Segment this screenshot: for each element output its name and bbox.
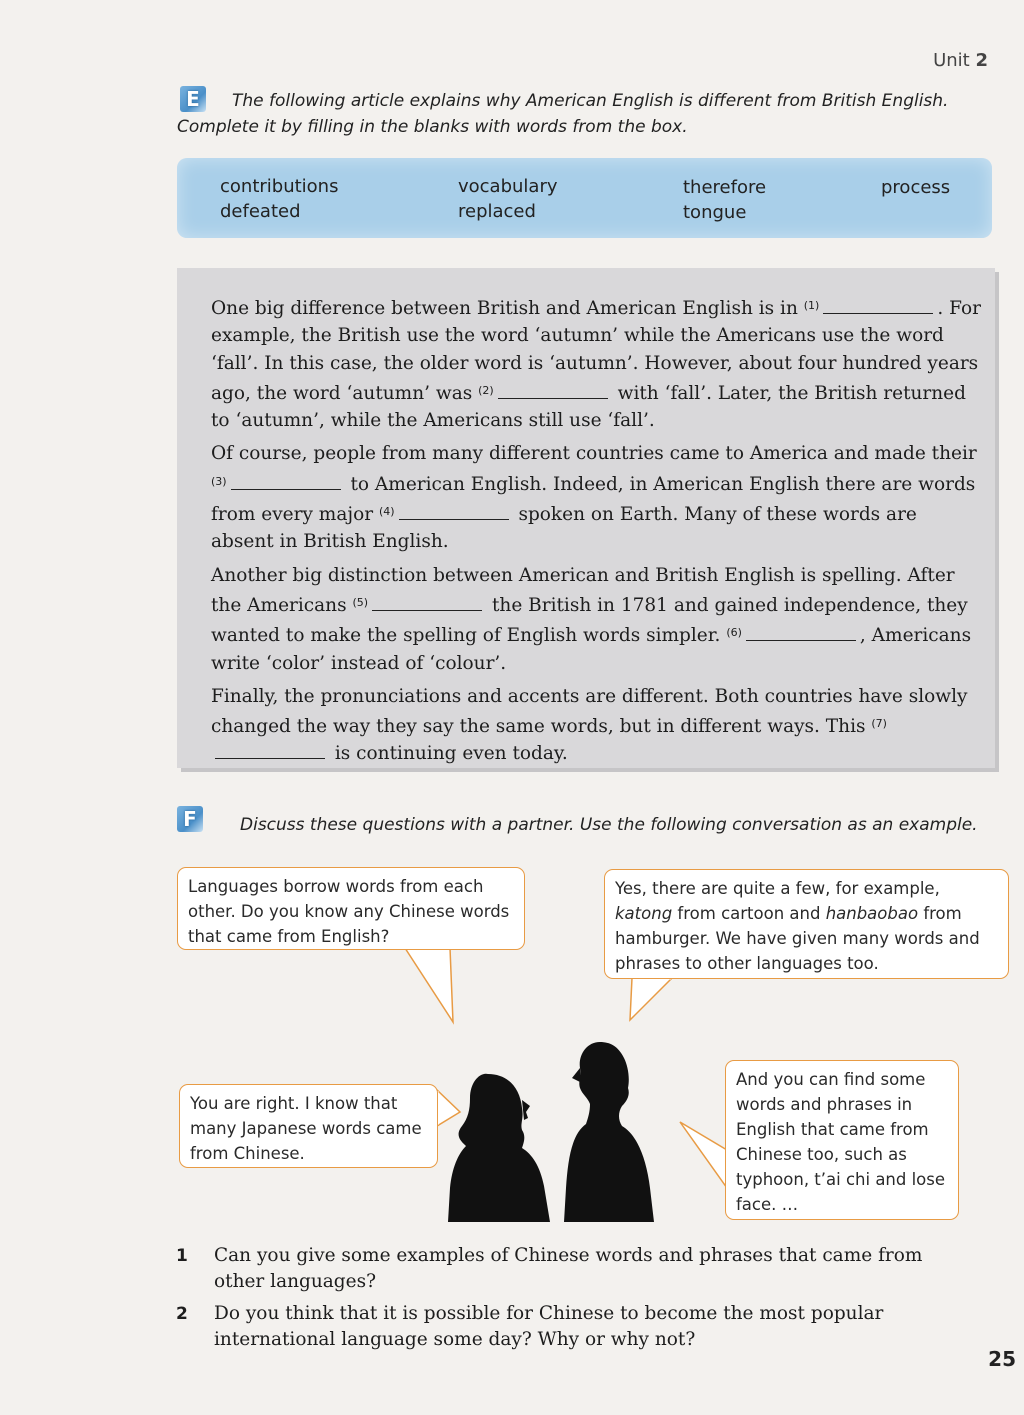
- section-e-badge: E: [180, 86, 206, 112]
- unit-number: 2: [975, 50, 988, 71]
- blank-number: (1): [803, 299, 820, 312]
- article-paragraph-1: One big difference between British and American English is in $^{(1)}$ . For example, the British use the word ‘autumn’ while the Americans use the word ‘fall’. In this case, the older word is ‘autumn’. However, about four hundred years ago, the word ‘autumn’ was $^{(2)}$ with ‘fall’. Later, the British returned to ‘autumn’, while the Americans still use ‘fall’.: [211, 298, 981, 432]
- blank-number: (5): [352, 595, 369, 609]
- blank-number: (3): [211, 474, 227, 488]
- question-number: 1: [176, 1246, 188, 1266]
- speech-bubble-3: You are right. I know that many Japanese words came from Chinese.: [179, 1084, 438, 1168]
- article-paragraph-2: Of course, people from many different countries came to America and made their $^{(3)}$ to American English. Indeed, in American English there are words from every major $^{(4)}$ spoken on Earth. Many of these words are absent in British English.: [211, 443, 977, 553]
- word-box-item: vocabulary: [458, 176, 558, 197]
- word-box-item: contributions: [220, 176, 339, 197]
- word-box-item: process: [881, 177, 951, 198]
- question-item: [176, 1301, 976, 1353]
- section-e-instruction-line1: The following article explains why American English is different from British English.: [232, 91, 949, 111]
- blank-number: (6): [726, 626, 742, 640]
- speech-bubble-2: Yes, there are quite a few, for example, katong from cartoon and hanbaobao from hamburger. We have given many words and phrases to other languages too.: [604, 869, 1009, 979]
- man-silhouette: [564, 1042, 654, 1222]
- section-f-instruction: Discuss these questions with a partner. Use the following conversation as an example.: [240, 815, 978, 835]
- bubble2-tail: [630, 978, 672, 1020]
- speech-bubble-4: And you can find some words and phrases in English that came from Chinese too, such as typhoon, t’ai chi and lose face. …: [725, 1060, 959, 1220]
- question-item: [176, 1243, 976, 1295]
- section-e-instruction-line2: Complete it by filling in the blanks with words from the box.: [177, 117, 688, 137]
- blank-number: (7): [871, 717, 887, 731]
- word-box-item: tongue: [683, 202, 747, 223]
- word-box-item: therefore: [683, 177, 767, 198]
- silhouette-illustration: [440, 1038, 680, 1222]
- question-number: 2: [176, 1304, 188, 1324]
- woman-silhouette: [448, 1074, 550, 1222]
- unit-label: Unit 2: [933, 50, 988, 71]
- page-number: 25: [988, 1347, 1016, 1371]
- bubble1-tail: [405, 948, 453, 1022]
- word-box-item: defeated: [220, 201, 301, 222]
- article-paragraph-4: Finally, the pronunciations and accents are different. Both countries have slowly changed the way they say the same words, but in different ways. This $^{(7)}$ is continuing even today.: [211, 685, 968, 765]
- question-text: Do you think that it is possible for Chinese to become the most popular international language some day? Why or why not?: [214, 1303, 884, 1350]
- speech-bubble-1: Languages borrow words from each other. Do you know any Chinese words that came from English?: [177, 867, 525, 950]
- word-box-item: replaced: [458, 201, 536, 222]
- article-paragraph-3: Another big distinction between American and British English is spelling. After the Americans $^{(5)}$ the British in 1781 and gained independence, they wanted to make the spelling of English words simpler. $^{(6)}$ , Americans write ‘color’ instead of ‘colour’.: [211, 564, 972, 674]
- section-f-badge: F: [177, 806, 203, 832]
- blank-number: (4): [378, 505, 395, 519]
- question-list: [176, 1243, 976, 1359]
- blank-number: (2): [478, 383, 494, 397]
- bubble4-tail: [680, 1122, 727, 1188]
- question-text: Can you give some examples of Chinese words and phrases that came from other languages?: [214, 1245, 923, 1292]
